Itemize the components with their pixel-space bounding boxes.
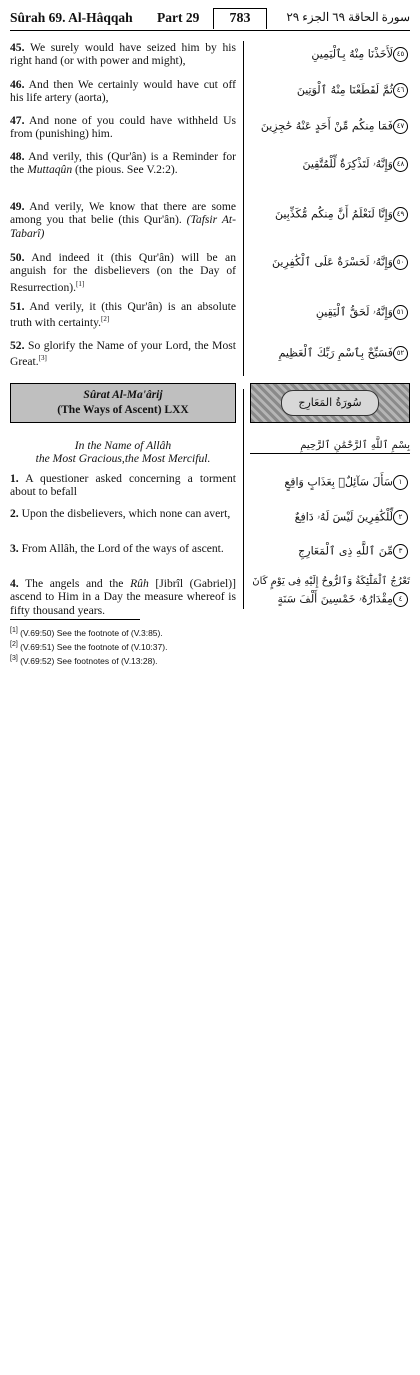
- arabic-verse-3: ٣مِّنَ ٱللَّهِ ذِى ٱلْمَعَارِجِ: [250, 544, 410, 559]
- ayah-marker: ٢: [393, 510, 408, 525]
- ayah-marker: ٤٦: [393, 83, 408, 98]
- ayah-marker: ١: [393, 475, 408, 490]
- verse-45: 45. We surely would have seized him by his right hand (or with power and might),: [10, 41, 236, 68]
- surah-name: Sûrah 69. Al-Hâqqah: [10, 10, 133, 25]
- ornament-surah-name: سُورَةُ المَعَارِج: [281, 390, 379, 416]
- part-label: Part 29: [157, 10, 200, 25]
- verse-49: 49. And verily, We know that there are some among you that belie (this Qur'ân). (Tafsir At-Tabarî): [10, 200, 237, 240]
- verse-3: 3. From Allâh, the Lord of the ways of ascent.: [10, 542, 224, 555]
- arabic-verse-48: ٤٨وَإِنَّهُۥ لَتَذْكِرَةٌ لِّلْمُتَّقِينَ: [250, 157, 410, 172]
- footnote-2: [2] (V.69:51) See the footnote of (V.10:37).: [10, 640, 168, 652]
- arabic-verse-4-line2: ٤مِقْدَارُهُۥ خَمْسِينَ أَلْفَ سَنَةٍ: [250, 592, 410, 607]
- arabic-verse-51: ٥١وَإِنَّهُۥ لَحَقُّ ٱلْيَقِينِ: [250, 305, 410, 320]
- ayah-marker: ٥٠: [393, 255, 408, 270]
- ayah-marker: ٤٨: [393, 157, 408, 172]
- verse-47: 47. And none of you could have withheld Us from (punishing) him.: [10, 114, 236, 141]
- ayah-marker: ٥٢: [393, 346, 408, 361]
- column-divider: [243, 389, 244, 609]
- footnote-ref: [2]: [101, 315, 110, 324]
- arabic-verse-4: تَعْرُجُ ٱلْمَلَٰٓئِكَةُ وَٱلرُّوحُ إِلَيْهِ فِى يَوْمٍ كَانَ: [252, 576, 410, 587]
- bismillah-arabic: بِسْمِ ٱللَّهِ ٱلرَّحْمَٰنِ ٱلرَّحِيمِ: [250, 439, 410, 454]
- surah-title-box: [10, 383, 236, 423]
- footnote-1: [1] (V.69:50) See the footnote of (V.3:85).: [10, 627, 163, 638]
- bismillah: In the Name of Allâh the Most Gracious,the Most Merciful.: [35, 439, 211, 466]
- footnotes: [10, 625, 410, 666]
- ayah-marker: ٣: [393, 544, 408, 559]
- column-divider: [243, 41, 244, 376]
- arabic-verse-46: ٤٦ثُمَّ لَقَطَعْنَا مِنْهُ ٱلْوَتِينَ: [250, 83, 410, 98]
- arabic-verse-45: ٤٥لَأَخَذْنَا مِنْهُ بِٱلْيَمِينِ: [250, 47, 410, 62]
- footnote-rule: [10, 619, 140, 620]
- page-number: 783: [213, 8, 267, 29]
- verse-51: 51. And verily, it (this Qur'ân) is an absolute truth with certainty.[2]: [10, 300, 236, 330]
- ayah-marker: ٤٩: [393, 207, 408, 222]
- verse-46: 46. And then We certainly would have cut off his life artery (aorta),: [10, 78, 236, 105]
- ayah-marker: ٤٧: [393, 119, 408, 134]
- page: [10, 8, 410, 666]
- surah-ornament: [250, 383, 410, 423]
- footnote-ref: [3]: [38, 354, 47, 363]
- arabic-verse-49: ٤٩وَإِنَّا لَنَعْلَمُ أَنَّ مِنكُم مُّكَذِّبِينَ: [250, 207, 410, 222]
- arabic-verse-1: ١سَأَلَ سَآئِلٌۢ بِعَذَابٍ وَاقِعٍ: [250, 475, 410, 490]
- surah-subtitle: (The Ways of Ascent) LXX: [57, 404, 189, 416]
- ayah-marker: ٤٥: [393, 47, 408, 62]
- verse-48: 48. And verily, this (Qur'ân) is a Reminder for the Muttaqûn (the pious. See V.2:2).: [10, 150, 236, 177]
- footnote-ref: [1]: [76, 279, 85, 288]
- arabic-verse-52: ٥٢فَسَبِّحْ بِٱسْمِ رَبِّكَ ٱلْعَظِيمِ: [250, 346, 410, 361]
- verse-50: 50. And indeed it (this Qur'ân) will be an anguish for the disbelievers (on the Day of Resurrection).[1]: [10, 251, 236, 294]
- arabic-verse-50: ٥٠وَإِنَّهُۥ لَحَسْرَةٌ عَلَى ٱلْكَٰفِرِينَ: [250, 255, 410, 270]
- footnote-3: [3] (V.69:52) See footnotes of (V.13:28).: [10, 654, 158, 666]
- surah-title: Sûrat Al-Ma'ârij: [83, 389, 163, 401]
- page-header: [10, 8, 410, 31]
- arabic-header: سورة الحاقة ٦٩ الجزء ٢٩: [286, 10, 410, 24]
- ayah-marker: ٥١: [393, 305, 408, 320]
- verse-1: 1. A questioner asked concerning a torment about to befall: [10, 472, 236, 499]
- verse-4: 4. The angels and the Rûh [Jibrîl (Gabriel)] ascend to Him in a Day the measure whereof is fifty thousand years.: [10, 577, 236, 617]
- arabic-verse-47: ٤٧فَمَا مِنكُم مِّنْ أَحَدٍ عَنْهُ حَٰجِزِينَ: [250, 119, 410, 134]
- verse-2: 2. Upon the disbelievers, which none can avert,: [10, 507, 231, 520]
- verse-52: 52. So glorify the Name of your Lord, the Most Great.[3]: [10, 339, 236, 369]
- ayah-marker: ٤: [393, 592, 408, 607]
- arabic-verse-2: ٢لِّلْكَٰفِرِينَ لَيْسَ لَهُۥ دَافِعٌ: [250, 510, 410, 525]
